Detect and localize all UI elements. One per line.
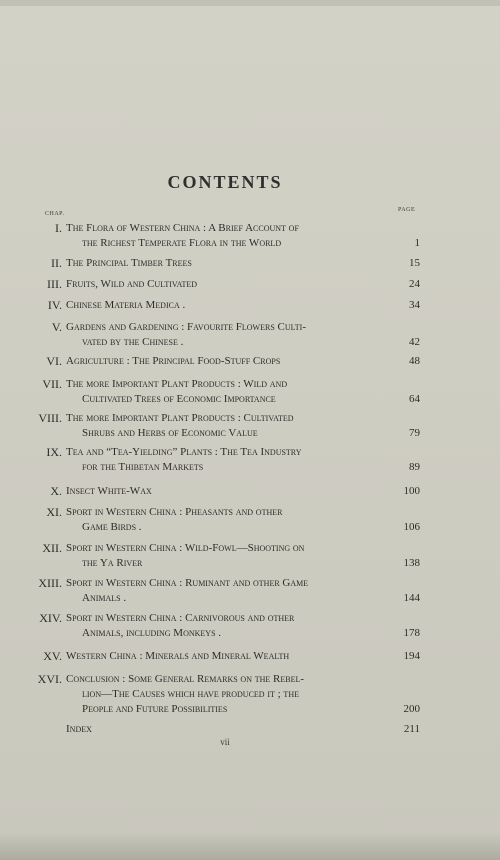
chapter-number: III. xyxy=(47,277,62,291)
chapter-title xyxy=(66,277,388,292)
page-number: 200 xyxy=(403,703,420,715)
chapter-number: II. xyxy=(51,256,62,270)
chapter-title xyxy=(66,505,388,535)
chapter-title xyxy=(66,445,388,475)
chapter-title xyxy=(66,411,388,441)
chapter-number: XVI. xyxy=(37,672,62,686)
page-number: 24 xyxy=(409,278,420,290)
chapter-title-line: Animals, including Monkeys . xyxy=(82,627,222,639)
chapter-number: XII. xyxy=(42,541,62,555)
chapter-number: XIV. xyxy=(39,611,62,625)
chapter-title-line: Animals . xyxy=(82,592,127,604)
chapter-title-line: Gardens and Gardening : Favourite Flowers Culti- xyxy=(66,321,307,333)
chapter-title-line: The more Important Plant Products : Cultivated xyxy=(66,412,294,424)
chapter-title xyxy=(66,541,388,571)
page-number: 1 xyxy=(414,237,420,249)
chapter-title-line: Game Birds . xyxy=(82,521,142,533)
page-number: 138 xyxy=(403,557,420,569)
chapter-title-line: the Ya River xyxy=(82,557,143,569)
chapter-number: XV. xyxy=(43,649,62,663)
chap-column-header: CHAP. xyxy=(45,211,65,217)
page-number: 79 xyxy=(409,427,420,439)
page-column-header: PAGE xyxy=(398,207,416,213)
chapter-number: X. xyxy=(50,484,62,498)
chapter-title-line: Agriculture : The Principal Food-Stuff Crops xyxy=(66,355,281,367)
chapter-title-line: The more Important Plant Products : Wild and xyxy=(66,378,288,390)
chapter-title-line: Western China : Minerals and Mineral Wealth xyxy=(66,650,290,662)
chapter-number: XI. xyxy=(46,505,62,519)
page-number: 34 xyxy=(409,299,420,311)
chapter-number: VII. xyxy=(42,377,62,391)
page-number: 211 xyxy=(403,723,420,735)
chapter-title-line: Tea and “Tea-Yielding” Plants : The Tea Industry xyxy=(66,446,302,458)
chapter-title-line: the Richest Temperate Flora in the World xyxy=(82,237,282,249)
chapter-title-line: Chinese Materia Medica . xyxy=(66,299,186,311)
chapter-title-line: Sport in Western China : Carnivorous and other xyxy=(66,612,295,624)
page-number: 89 xyxy=(409,461,420,473)
chapter-title xyxy=(66,484,388,499)
chapter-title-line: Sport in Western China : Pheasants and other xyxy=(66,506,283,518)
page-number: 42 xyxy=(409,336,420,348)
chapter-title-line: Shrubs and Herbs of Economic Value xyxy=(82,427,258,439)
chapter-number: V. xyxy=(51,320,62,334)
chapter-title xyxy=(66,611,388,641)
chapter-title-line: Insect White-Wax xyxy=(66,485,152,497)
chapter-title-line: Sport in Western China : Wild-Fowl—Shooting on xyxy=(66,542,305,554)
page-number: 100 xyxy=(403,485,420,497)
chapter-title xyxy=(66,354,388,369)
chapter-title xyxy=(66,722,388,737)
page-number: 194 xyxy=(403,650,420,662)
chapter-title-line: Sport in Western China : Ruminant and other Game xyxy=(66,577,309,589)
chapter-title-line: People and Future Possibilities xyxy=(82,703,228,715)
chapter-title-line: vated by the Chinese . xyxy=(82,336,184,348)
chapter-title-line: The Flora of Western China : A Brief Account of xyxy=(66,222,299,234)
chapter-number: IV. xyxy=(47,298,62,312)
page-number: 15 xyxy=(409,257,420,269)
chapter-title-line: The Principal Timber Trees xyxy=(66,257,192,269)
chapter-title-line: Index xyxy=(66,723,92,735)
chapter-title xyxy=(66,256,388,271)
page-number: 106 xyxy=(403,521,420,533)
chapter-title xyxy=(66,672,388,717)
page-number: 48 xyxy=(409,355,420,367)
chapter-number: XIII. xyxy=(38,576,62,590)
chapter-number: VIII. xyxy=(38,411,62,425)
chapter-title-line: Fruits, Wild and Cultivated xyxy=(66,278,198,290)
chapter-title-line: Conclusion : Some General Remarks on the Rebel- xyxy=(66,673,305,685)
chapter-number: VI. xyxy=(46,354,62,368)
chapter-title xyxy=(66,377,388,407)
page-folio: vii xyxy=(220,737,230,747)
page-number: 178 xyxy=(403,627,420,639)
chapter-title xyxy=(66,320,388,350)
chapter-number: I. xyxy=(55,221,62,235)
chapter-title xyxy=(66,298,388,313)
page-number: 64 xyxy=(409,393,420,405)
chapter-title-line: lion—The Causes which have produced it ; the xyxy=(82,688,299,700)
chapter-number: IX. xyxy=(46,445,62,459)
page-title: CONTENTS xyxy=(167,172,283,192)
chapter-title-line: Cultivated Trees of Economic Importance xyxy=(82,393,276,405)
chapter-title xyxy=(66,221,388,251)
chapter-title xyxy=(66,576,388,606)
chapter-title-line: for the Thibetan Markets xyxy=(82,461,204,473)
chapter-title xyxy=(66,649,388,664)
page-number: 144 xyxy=(403,592,420,604)
